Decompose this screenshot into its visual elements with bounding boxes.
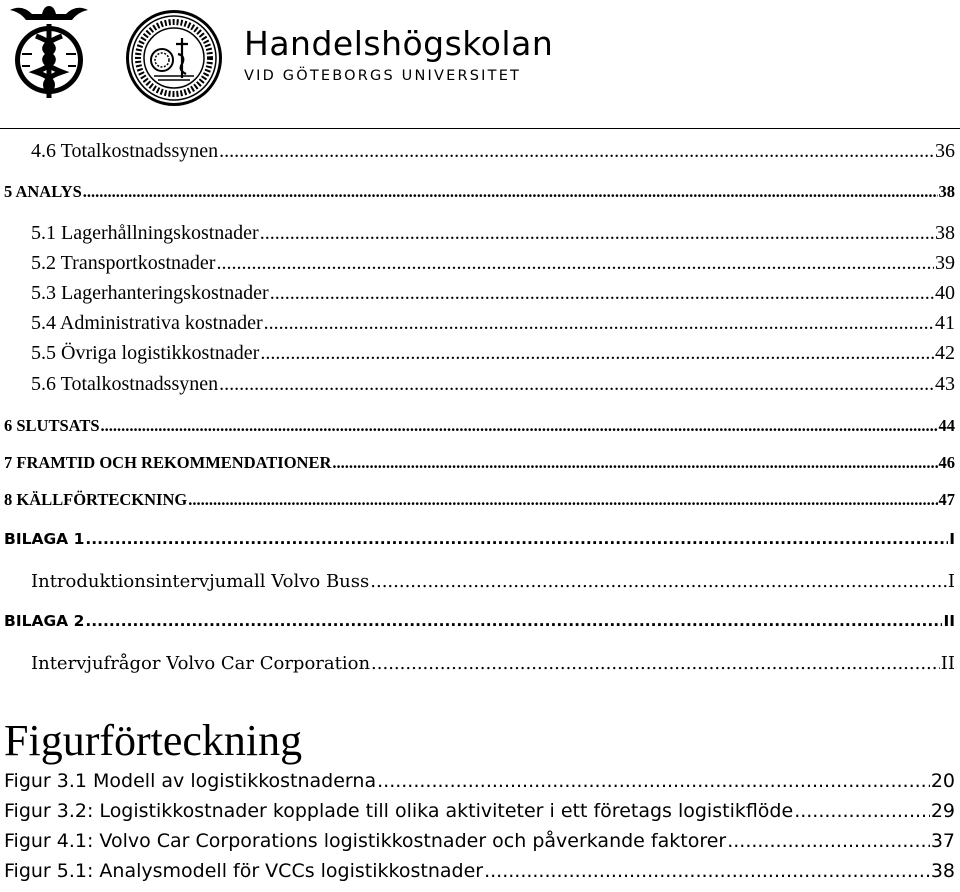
brand [244,26,553,85]
dot-leader [370,571,947,592]
toc-page: 46 [938,453,955,472]
university-seal-logo [124,8,224,108]
dot-leader [219,373,934,396]
toc-page: 38 [935,222,955,244]
toc-entry[interactable] [4,453,955,479]
dot-leader [260,342,934,365]
toc-page: 38 [938,182,955,201]
figure-entry[interactable] [4,830,955,856]
figure-entry[interactable] [4,860,955,886]
dot-leader [270,282,934,305]
dot-leader [101,416,938,436]
toc-entry[interactable] [31,571,955,597]
brand-subtitle: VID GÖTEBORGS UNIVERSITET [244,68,522,84]
dot-leader [264,312,934,335]
dot-leader [188,490,937,510]
toc-page: I [947,571,955,592]
toc-label: 8 KÄLLFÖRTECKNING [4,490,188,509]
dot-leader [371,653,940,674]
dot-leader [219,140,934,163]
dot-leader [484,860,930,882]
toc-label: 5 ANALYS [4,182,82,201]
toc-label: 4.6 Totalkostnadssynen [31,140,219,162]
toc-page: 42 [935,342,955,364]
toc-label: 5.3 Lagerhanteringskostnader [31,282,269,304]
figure-page: 20 [930,770,955,792]
dot-leader [377,770,930,792]
figure-label: Figur 3.2: Logistikkostnader kopplade till olika aktiviteter i ett företags logistikflöde [4,800,794,822]
toc-entry[interactable] [31,373,955,399]
caduceus-logo [8,2,90,102]
toc-page: 39 [935,252,955,274]
toc-page: 40 [935,282,955,304]
brand-name: Handelshögskolan [244,24,554,63]
toc-entry[interactable] [31,222,955,248]
dot-leader [85,530,948,548]
toc-page: II [943,612,955,630]
figures-heading: Figurförteckning [4,716,303,765]
toc-entry[interactable] [31,342,955,368]
toc-label: 5.4 Administrativa kostnader [31,312,263,334]
toc-label: 5.2 Transportkostnader [31,252,216,274]
toc-entry[interactable] [4,490,955,516]
toc-page: I [949,530,955,548]
toc-entry[interactable] [31,653,955,679]
toc-label: Introduktionsintervjumall Volvo Buss [31,571,370,592]
toc-entry[interactable] [31,252,955,278]
toc-label: Intervjufrågor Volvo Car Corporation [31,653,371,674]
figure-page: 38 [930,860,955,882]
toc-label: 5.5 Övriga logistikkostnader [31,342,260,364]
figure-page: 29 [930,800,955,822]
toc-entry[interactable] [31,282,955,308]
figure-page: 37 [930,830,955,852]
toc-page: II [940,653,955,674]
toc-entry[interactable] [4,612,955,638]
dot-leader [332,453,937,473]
dot-leader [216,252,934,275]
toc-page: 47 [938,490,955,509]
dot-leader [794,800,930,822]
figure-label: Figur 4.1: Volvo Car Corporations logistikkostnader och påverkande faktorer [4,830,727,852]
toc-entry[interactable] [4,530,955,556]
toc-label: 5.1 Lagerhållningskostnader [31,222,259,244]
toc-page: 44 [938,416,955,435]
toc-label: 6 SLUTSATS [4,416,100,435]
figure-entry[interactable] [4,800,955,826]
toc-page: 36 [935,140,955,162]
dot-leader [260,222,934,245]
toc-entry[interactable] [4,416,955,442]
dot-leader [727,830,930,852]
toc-entry[interactable] [31,140,955,166]
dot-leader [85,612,942,630]
page-header [0,0,960,110]
toc-page: 41 [935,312,955,334]
header-rule [0,128,960,129]
toc-label: BILAGA 2 [4,612,85,630]
toc-page: 43 [935,373,955,395]
toc-entry[interactable] [31,312,955,338]
figure-label: Figur 5.1: Analysmodell för VCCs logistikkostnader [4,860,484,882]
figure-label: Figur 3.1 Modell av logistikkostnaderna [4,770,377,792]
dot-leader [83,182,938,202]
toc-entry[interactable] [4,182,955,208]
toc-label: 7 FRAMTID OCH REKOMMENDATIONER [4,453,332,472]
toc-label: 5.6 Totalkostnadssynen [31,373,219,395]
toc-label: BILAGA 1 [4,530,85,548]
figure-entry[interactable] [4,770,955,796]
